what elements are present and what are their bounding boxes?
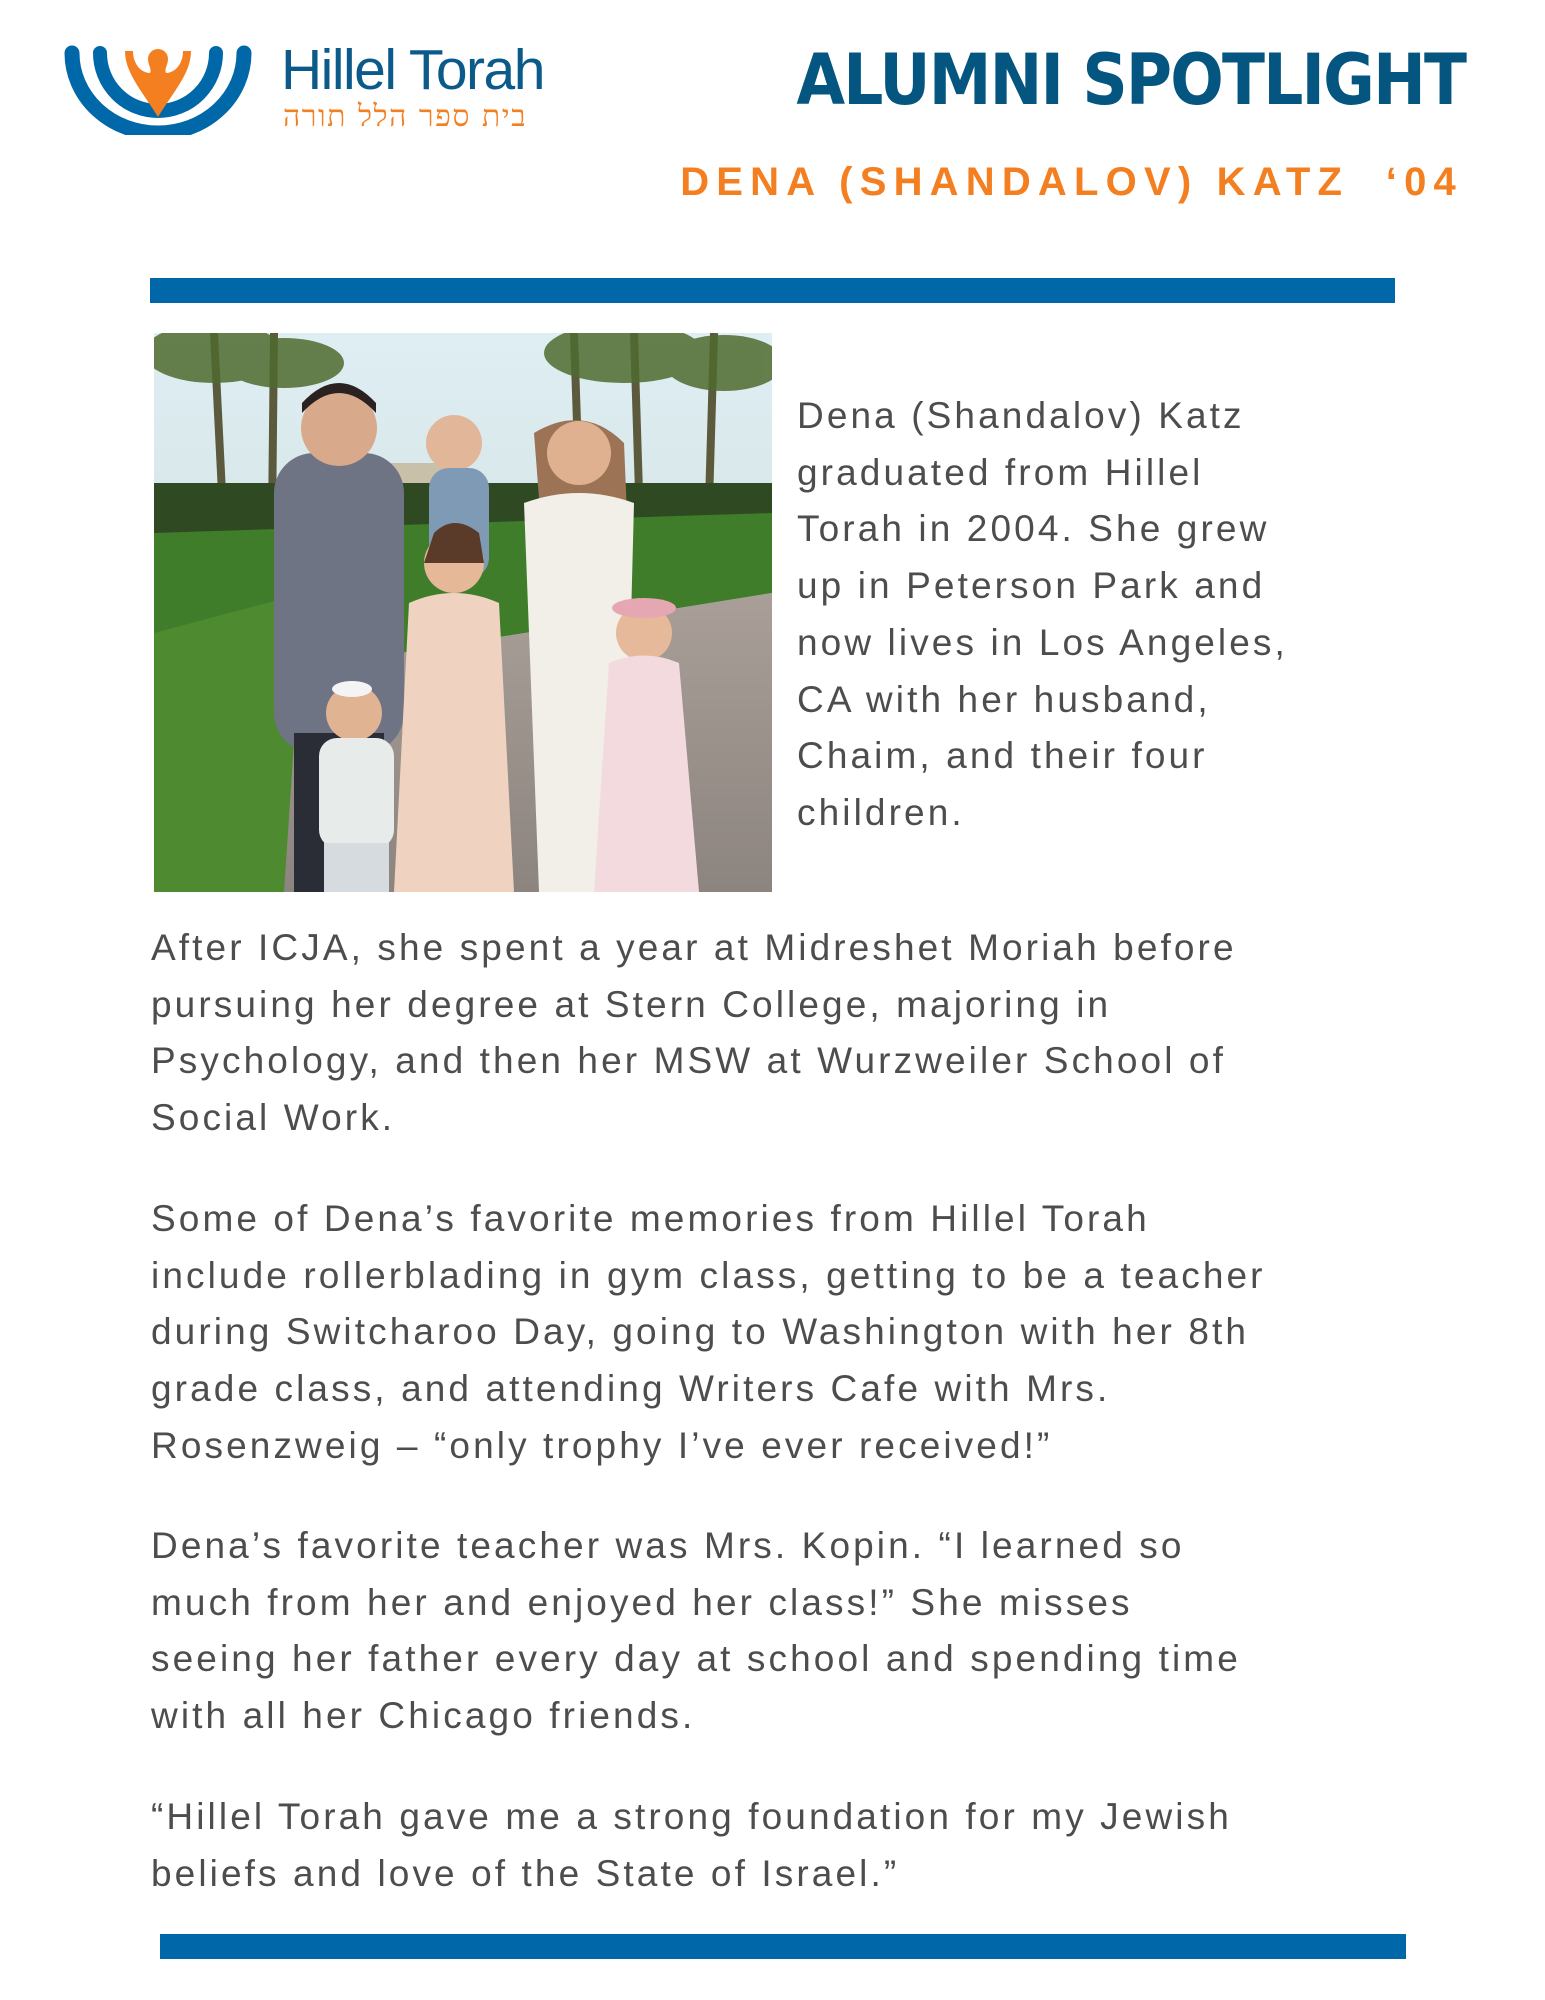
text-line: include rollerblading in gym class, getting to be a teacher <box>151 1254 1266 1296</box>
text-line: Chaim, and their four <box>797 735 1208 777</box>
text-line: now lives in Los Angeles, <box>797 621 1288 663</box>
memories-paragraph <box>151 1191 1431 1475</box>
school-hebrew-name: בית ספר הלל תורה <box>283 99 528 134</box>
bottom-divider-bar <box>160 1934 1406 1959</box>
text-line: grade class, and attending Writers Cafe with Mrs. <box>151 1368 1111 1410</box>
text-line: Dena’s favorite teacher was Mrs. Kopin. “I learned so <box>151 1525 1185 1566</box>
text-line: CA with her husband, <box>797 678 1211 720</box>
school-name: Hillel Torah <box>281 38 544 102</box>
quote-paragraph <box>151 1789 1431 1902</box>
text-line: Psychology, and then her MSW at Wurzweiler School of <box>151 1040 1226 1082</box>
top-divider-bar <box>150 278 1395 303</box>
alumni-name-subtitle: DENA (SHANDALOV) KATZ ‘04 <box>680 160 1463 204</box>
text-line: graduated from Hillel <box>797 451 1204 493</box>
text-line: Social Work. <box>151 1097 396 1139</box>
intro-paragraph <box>797 388 1417 842</box>
text-line: with all her Chicago friends. <box>151 1695 696 1737</box>
text-line: After ICJA, she spent a year at Midreshet Moriah before <box>151 927 1237 968</box>
text-line: children. <box>797 791 965 833</box>
text-line: “Hillel Torah gave me a strong foundation for my Jewish <box>151 1796 1232 1837</box>
text-line: Some of Dena’s favorite memories from Hillel Torah <box>151 1198 1150 1239</box>
text-line: pursuing her degree at Stern College, majoring in <box>151 983 1112 1025</box>
text-line: during Switcharoo Day, going to Washington with her 8th <box>151 1311 1250 1353</box>
text-line: seeing her father every day at school and spending time <box>151 1638 1241 1680</box>
family-photo <box>154 333 772 892</box>
text-line: Dena (Shandalov) Katz <box>797 395 1245 436</box>
page-title: ALUMNI SPOTLIGHT <box>796 39 1465 121</box>
text-line: much from her and enjoyed her class!” She misses <box>151 1581 1133 1623</box>
education-paragraph <box>151 920 1431 1147</box>
text-line: beliefs and love of the State of Israel.” <box>151 1852 900 1894</box>
text-line: Torah in 2004. She grew <box>797 508 1270 550</box>
text-line: Rosenzweig – “only trophy I’ve ever received!” <box>151 1424 1053 1466</box>
text-line: up in Peterson Park and <box>797 565 1266 607</box>
family-photo-icon <box>154 333 772 892</box>
teacher-paragraph <box>151 1518 1431 1745</box>
menorah-logo-icon <box>62 43 254 135</box>
